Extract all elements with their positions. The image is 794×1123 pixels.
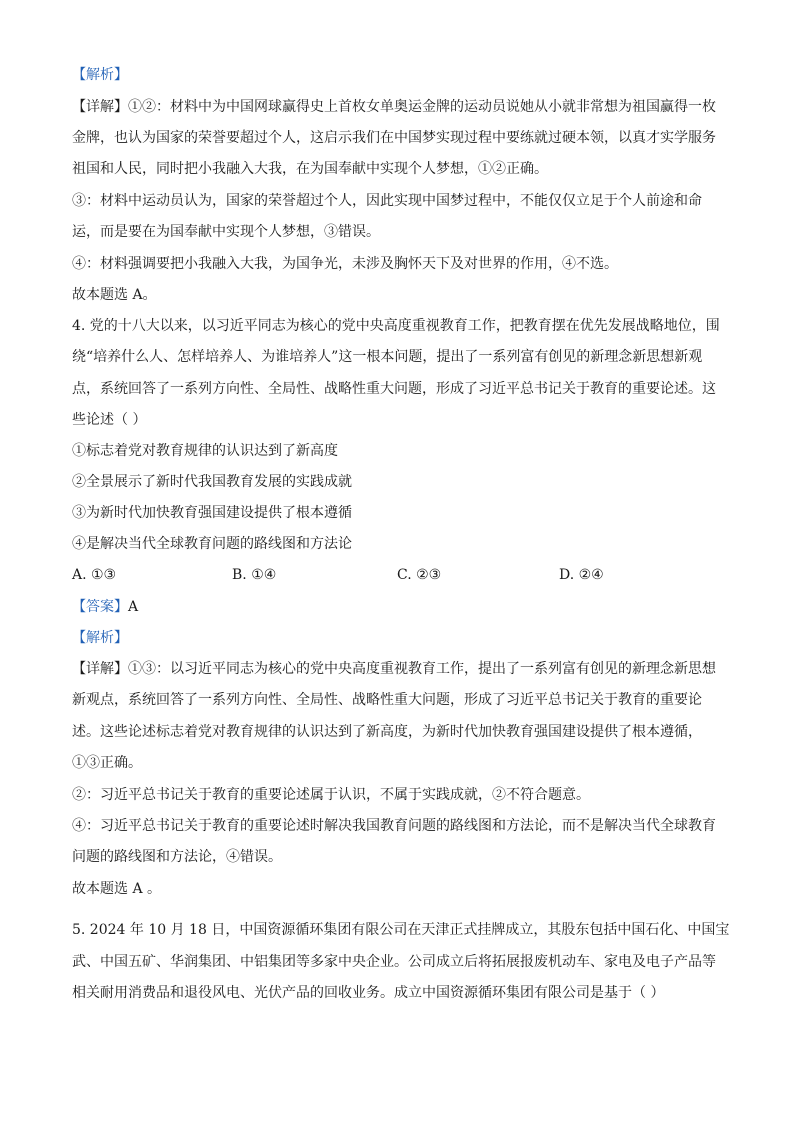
detail-line: 金牌，也认为国家的荣誉要超过个人，这启示我们在中国梦实现过程中要练就过硬本领，以真才实学服务	[72, 130, 716, 146]
question-stem-line: 5. 2024 年 10 月 18 日，中国资源循环集团有限公司在天津正式挂牌成立，其股东包括中国石化、中国宝	[72, 922, 730, 938]
statement-item: ③为新时代加快教育强国建设提供了根本遵循	[72, 505, 352, 521]
statement-item: ①标志着党对教育规律的认识达到了新高度	[72, 443, 338, 459]
detail-line: 【详解】①②：材料中为中国网球赢得史上首枚女单奥运金牌的运动员说她从小就非常想为祖国赢得一枚	[72, 99, 716, 115]
detail-line: ④：材料强调要把小我融入大我，为国争光，未涉及胸怀天下及对世界的作用，④不选。	[72, 256, 618, 272]
answer-line	[72, 597, 722, 617]
statement-item: ④是解决当代全球教育问题的路线图和方法论	[72, 536, 352, 552]
detail-line: 运，而是要在为国奉献中实现个人梦想，③错误。	[72, 224, 380, 240]
detail-line: 问题的路线图和方法论，④错误。	[72, 849, 282, 865]
detail-line: ④：习近平总书记关于教育的重要论述时解决我国教育问题的路线图和方法论，而不是解决当代全球教育	[72, 818, 716, 834]
detail-line: 述。这些论述标志着党对教育规律的认识达到了新高度，为新时代加快教育强国建设提供了根本遵循，	[72, 724, 702, 740]
analysis-tag: 【解析】	[72, 67, 128, 83]
detail-line: ①③正确。	[72, 755, 142, 771]
question-stem-line: 绕“培养什么人、怎样培养人、为谁培养人”这一根本问题，提出了一系列富有创见的新理念新思想新观	[72, 349, 703, 365]
detail-line: ②：习近平总书记关于教育的重要论述属于认识，不属于实践成就，②不符合题意。	[72, 787, 590, 803]
option-d: D. ②④	[559, 567, 604, 583]
question-stem-line: 武、中国五矿、华润集团、中铝集团等多家中央企业。公司成立后将拓展报废机动车、家电及电子产品等	[72, 954, 716, 970]
conclusion-line: 故本题选 A。	[72, 287, 157, 303]
question-stem-line: 些论述（ ）	[72, 412, 147, 428]
option-a: A. ①③	[72, 567, 117, 583]
option-c: C. ②③	[397, 567, 442, 583]
analysis-tag: 【解析】	[72, 630, 128, 646]
detail-line: 祖国和人民，同时把小我融入大我，在为国奉献中实现个人梦想，①②正确。	[72, 161, 548, 177]
detail-line: 新观点，系统回答了一系列方向性、全局性、战略性重大问题，形成了习近平总书记关于教育的重要论	[72, 692, 702, 708]
answer-value: A	[128, 599, 139, 615]
answer-tag: 【答案】	[72, 599, 128, 615]
question-stem-line: 相关耐用消费品和退役风电、光伏产品的回收业务。成立中国资源循环集团有限公司是基于（ ）	[72, 985, 665, 1001]
question-stem-line: 4. 党的十八大以来，以习近平同志为核心的党中央高度重视教育工作，把教育摆在优先发展战略地位，围	[72, 318, 720, 334]
statement-item: ②全景展示了新时代我国教育发展的实践成就	[72, 474, 352, 490]
conclusion-line: 故本题选 A 。	[72, 881, 162, 897]
option-b: B. ①④	[232, 567, 277, 583]
detail-line: ③：材料中运动员认为，国家的荣誉超过个人，因此实现中国梦过程中，不能仅仅立足于个人前途和命	[72, 193, 702, 209]
question-stem-line: 点，系统回答了一系列方向性、全局性、战略性重大问题，形成了习近平总书记关于教育的重要论述。这	[72, 381, 716, 397]
detail-line: 【详解】①③：以习近平同志为核心的党中央高度重视教育工作，提出了一系列富有创见的新理念新思想	[72, 661, 716, 677]
